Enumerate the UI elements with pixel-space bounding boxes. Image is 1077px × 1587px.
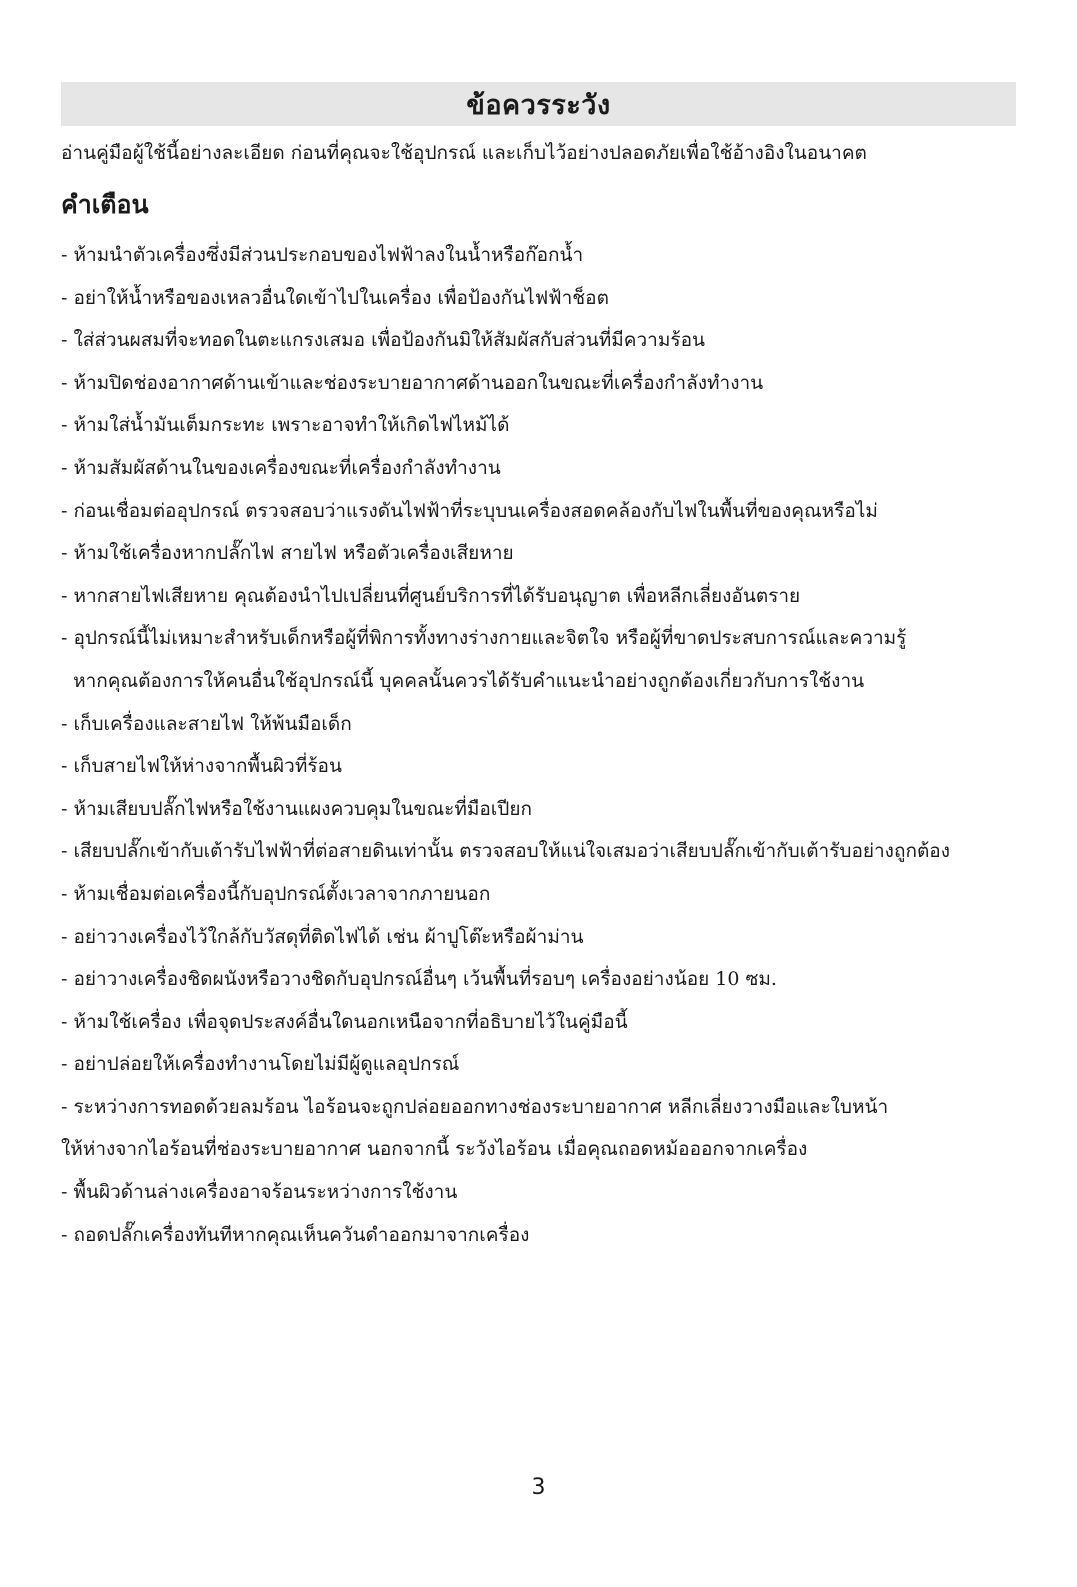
warning-item: - ห้ามใช้เครื่อง เพื่อจุดประสงค์อื่นใดนอกเหนือจากที่อธิบายไว้ในคู่มือนี้: [61, 1010, 628, 1033]
warning-item: - อุปกรณ์นี้ไม่เหมาะสำหรับเด็กหรือผู้ที่พิการทั้งทางร่างกายและจิตใจ หรือผู้ที่ขาดประสบการณ์และความรู้: [61, 627, 907, 650]
warning-heading: คำเตือน: [61, 190, 149, 219]
warning-item: ให้ห่างจากไอร้อนที่ช่องระบายอากาศ นอกจากนี้ ระวังไอร้อน เมื่อคุณถอดหม้อออกจากเครื่อง: [61, 1138, 808, 1161]
warning-item: - ระหว่างการทอดด้วยลมร้อน ไอร้อนจะถูกปล่อยออกทางช่องระบายอากาศ หลีกเลี่ยงวางมือและใบหน้า: [61, 1095, 889, 1118]
warning-item: - เก็บสายไฟให้ห่างจากพื้นผิวที่ร้อน: [61, 755, 342, 778]
warning-item: - อย่าให้น้ำหรือของเหลวอื่นใดเข้าไปในเครื่อง เพื่อป้องกันไฟฟ้าช็อต: [61, 286, 609, 309]
warning-item: - อย่าวางเครื่องชิดผนังหรือวางชิดกับอุปกรณ์อื่นๆ เว้นพื้นที่รอบๆ เครื่องอย่างน้อย 10 ซม.: [61, 968, 777, 991]
warning-item: - ห้ามใช้เครื่องหากปลั๊กไฟ สายไฟ หรือตัวเครื่องเสียหาย: [61, 542, 514, 565]
warning-item: - ห้ามใส่น้ำมันเต็มกระทะ เพราะอาจทำให้เกิดไฟไหม้ได้: [61, 414, 510, 437]
warning-item: - หากสายไฟเสียหาย คุณต้องนำไปเปลี่ยนที่ศูนย์บริการที่ได้รับอนุญาต เพื่อหลีกเลี่ยงอันตราย: [61, 584, 801, 607]
warning-item: - ใส่ส่วนผสมที่จะทอดในตะแกรงเสมอ เพื่อป้องกันมิให้สัมผัสกับส่วนที่มีความร้อน: [61, 329, 705, 352]
warning-item: - ห้ามสัมผัสด้านในของเครื่องขณะที่เครื่องกำลังทำงาน: [61, 456, 501, 479]
warning-item: - ห้ามเสียบปลั๊กไฟหรือใช้งานแผงควบคุมในขณะที่มือเปียก: [61, 797, 532, 820]
warning-item: - ห้ามเชื่อมต่อเครื่องนี้กับอุปกรณ์ตั้งเวลาจากภายนอก: [61, 882, 491, 905]
warning-item: - ถอดปลั๊กเครื่องทันทีหากคุณเห็นควันดำออกมาจากเครื่อง: [61, 1223, 530, 1246]
page-number: 3: [531, 1475, 546, 1500]
warning-item: หากคุณต้องการให้คนอื่นใช้อุปกรณ์นี้ บุคคลนั้นควรได้รับคำแนะนำอย่างถูกต้องเกี่ยวกับการใช้งาน: [61, 669, 865, 692]
warning-item: - อย่าวางเครื่องไว้ใกล้กับวัสดุที่ติดไฟได้ เช่น ผ้าปูโต๊ะหรือผ้าม่าน: [61, 925, 584, 948]
warning-item: - เสียบปลั๊กเข้ากับเต้ารับไฟฟ้าที่ต่อสายดินเท่านั้น ตรวจสอบให้แน่ใจเสมอว่าเสียบปลั๊กเข้ากับเต้ารับอย่างถูกต้อง: [61, 840, 950, 863]
warning-list: [61, 240, 1021, 1262]
warning-item: - อย่าปล่อยให้เครื่องทำงานโดยไม่มีผู้ดูแลอุปกรณ์: [61, 1053, 460, 1076]
warning-item: - พื้นผิวด้านล่างเครื่องอาจร้อนระหว่างการใช้งาน: [61, 1181, 458, 1204]
warning-item: - ก่อนเชื่อมต่ออุปกรณ์ ตรวจสอบว่าแรงดันไฟฟ้าที่ระบุบนเครื่องสอดคล้องกับไฟในพื้นที่ของคุณหรือไม่: [61, 499, 878, 522]
warning-item: - ห้ามนำตัวเครื่องซึ่งมีส่วนประกอบของไฟฟ้าลงในน้ำหรือก๊อกน้ำ: [61, 244, 584, 266]
intro-paragraph: อ่านคู่มือผู้ใช้นี้อย่างละเอียด ก่อนที่คุณจะใช้อุปกรณ์ และเก็บไว้อย่างปลอดภัยเพื่อใช้อ้างอิงในอนาคต: [61, 142, 867, 164]
warning-item: - ห้ามปิดช่องอากาศด้านเข้าและช่องระบายอากาศด้านออกในขณะที่เครื่องกำลังทำงาน: [61, 371, 764, 394]
page-title: ข้อควรระวัง: [466, 89, 611, 121]
warning-item: - เก็บเครื่องและสายไฟ ให้พ้นมือเด็ก: [61, 712, 352, 735]
title-bar: [61, 82, 1016, 126]
